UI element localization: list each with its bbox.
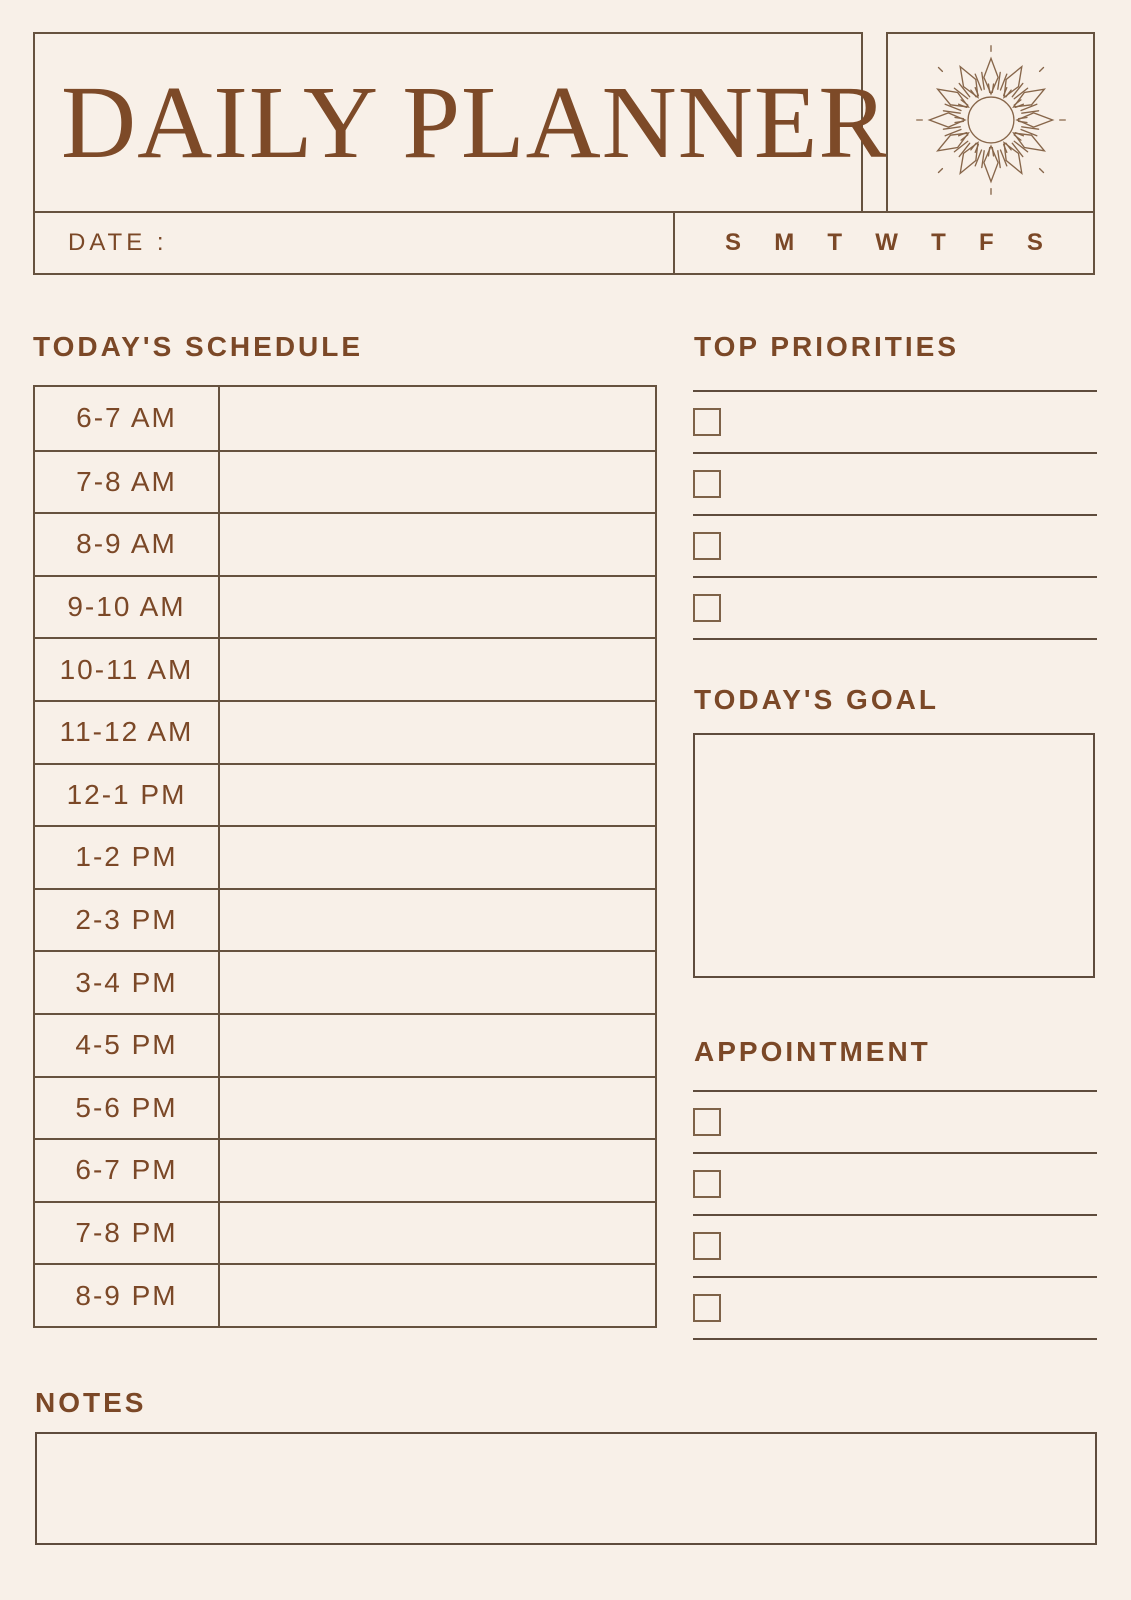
schedule-row <box>35 387 655 450</box>
day-letter-1[interactable]: M <box>774 229 795 256</box>
goal-heading: TODAY'S GOAL <box>694 684 939 715</box>
time-slot-label: 7-8 PM <box>35 1203 220 1264</box>
day-letter-2[interactable]: T <box>827 229 843 256</box>
schedule-row <box>35 763 655 826</box>
priorities-checkbox[interactable] <box>693 532 721 560</box>
schedule-row <box>35 825 655 888</box>
appointment-text[interactable] <box>735 1278 1097 1338</box>
schedule-row <box>35 575 655 638</box>
appointment-text[interactable] <box>735 1216 1097 1276</box>
priorities-checkbox[interactable] <box>693 594 721 622</box>
appointment-checkbox[interactable] <box>693 1294 721 1322</box>
schedule-entry[interactable] <box>220 890 655 951</box>
schedule-table <box>33 385 657 1328</box>
time-slot-label: 8-9 PM <box>35 1265 220 1326</box>
schedule-entry[interactable] <box>220 514 655 575</box>
schedule-entry[interactable] <box>220 577 655 638</box>
time-slot-label: 10-11 AM <box>35 639 220 700</box>
schedule-row <box>35 700 655 763</box>
date-value[interactable] <box>168 213 673 273</box>
date-label: DATE : <box>68 229 168 256</box>
goal-box[interactable] <box>693 733 1095 978</box>
schedule-heading: TODAY'S SCHEDULE <box>33 331 364 362</box>
appointment-checkbox[interactable] <box>693 1170 721 1198</box>
schedule-entry[interactable] <box>220 639 655 700</box>
schedule-entry[interactable] <box>220 1015 655 1076</box>
time-slot-label: 5-6 PM <box>35 1078 220 1139</box>
appointment-text[interactable] <box>735 1154 1097 1214</box>
schedule-row <box>35 637 655 700</box>
appointment-item <box>693 1092 1097 1154</box>
date-box <box>33 211 675 275</box>
schedule-entry[interactable] <box>220 827 655 888</box>
schedule-entry[interactable] <box>220 952 655 1013</box>
appointment-heading: APPOINTMENT <box>694 1036 931 1067</box>
priorities-text[interactable] <box>735 516 1097 576</box>
priorities-checkbox[interactable] <box>693 408 721 436</box>
priorities-heading: TOP PRIORITIES <box>694 331 960 362</box>
day-letter-4[interactable]: T <box>931 229 946 256</box>
schedule-row <box>35 450 655 513</box>
priorities-checklist <box>693 390 1097 640</box>
time-slot-label: 1-2 PM <box>35 827 220 888</box>
priorities-text[interactable] <box>735 392 1097 452</box>
time-slot-label: 7-8 AM <box>35 452 220 513</box>
time-slot-label: 2-3 PM <box>35 890 220 951</box>
priorities-text[interactable] <box>735 578 1097 638</box>
schedule-entry[interactable] <box>220 702 655 763</box>
schedule-row <box>35 1201 655 1264</box>
header-title-box <box>33 32 889 213</box>
sun-box <box>886 32 1095 213</box>
time-slot-label: 6-7 PM <box>35 1140 220 1201</box>
schedule-entry[interactable] <box>220 387 655 450</box>
schedule-entry[interactable] <box>220 1203 655 1264</box>
time-slot-label: 9-10 AM <box>35 577 220 638</box>
time-slot-label: 12-1 PM <box>35 765 220 826</box>
page-title: DAILY PLANNER <box>61 64 889 180</box>
priorities-item <box>693 516 1097 578</box>
schedule-row <box>35 888 655 951</box>
schedule-row <box>35 1013 655 1076</box>
schedule-row <box>35 512 655 575</box>
day-letter-6[interactable]: S <box>1026 229 1043 256</box>
appointment-item <box>693 1154 1097 1216</box>
sun-line-art-icon <box>912 41 1070 204</box>
day-letter-3[interactable]: W <box>875 229 898 256</box>
weekday-selector <box>673 211 1095 275</box>
schedule-row <box>35 1138 655 1201</box>
priorities-item <box>693 454 1097 516</box>
day-letter-5[interactable]: F <box>979 229 994 256</box>
schedule-entry[interactable] <box>220 1140 655 1201</box>
appointment-checkbox[interactable] <box>693 1232 721 1260</box>
schedule-entry[interactable] <box>220 452 655 513</box>
appointment-item <box>693 1216 1097 1278</box>
schedule-entry[interactable] <box>220 765 655 826</box>
appointment-checklist <box>693 1090 1097 1340</box>
schedule-row <box>35 1263 655 1326</box>
priorities-text[interactable] <box>735 454 1097 514</box>
schedule-entry[interactable] <box>220 1078 655 1139</box>
priorities-item <box>693 392 1097 454</box>
priorities-item <box>693 578 1097 640</box>
appointment-text[interactable] <box>735 1092 1097 1152</box>
notes-heading: NOTES <box>35 1387 147 1418</box>
time-slot-label: 4-5 PM <box>35 1015 220 1076</box>
time-slot-label: 11-12 AM <box>35 702 220 763</box>
schedule-row <box>35 950 655 1013</box>
notes-box[interactable] <box>35 1432 1097 1545</box>
day-letter-0[interactable]: S <box>725 229 742 256</box>
time-slot-label: 3-4 PM <box>35 952 220 1013</box>
schedule-entry[interactable] <box>220 1265 655 1326</box>
time-slot-label: 8-9 AM <box>35 514 220 575</box>
appointment-checkbox[interactable] <box>693 1108 721 1136</box>
priorities-checkbox[interactable] <box>693 470 721 498</box>
schedule-row <box>35 1076 655 1139</box>
time-slot-label: 6-7 AM <box>35 387 220 450</box>
appointment-item <box>693 1278 1097 1340</box>
